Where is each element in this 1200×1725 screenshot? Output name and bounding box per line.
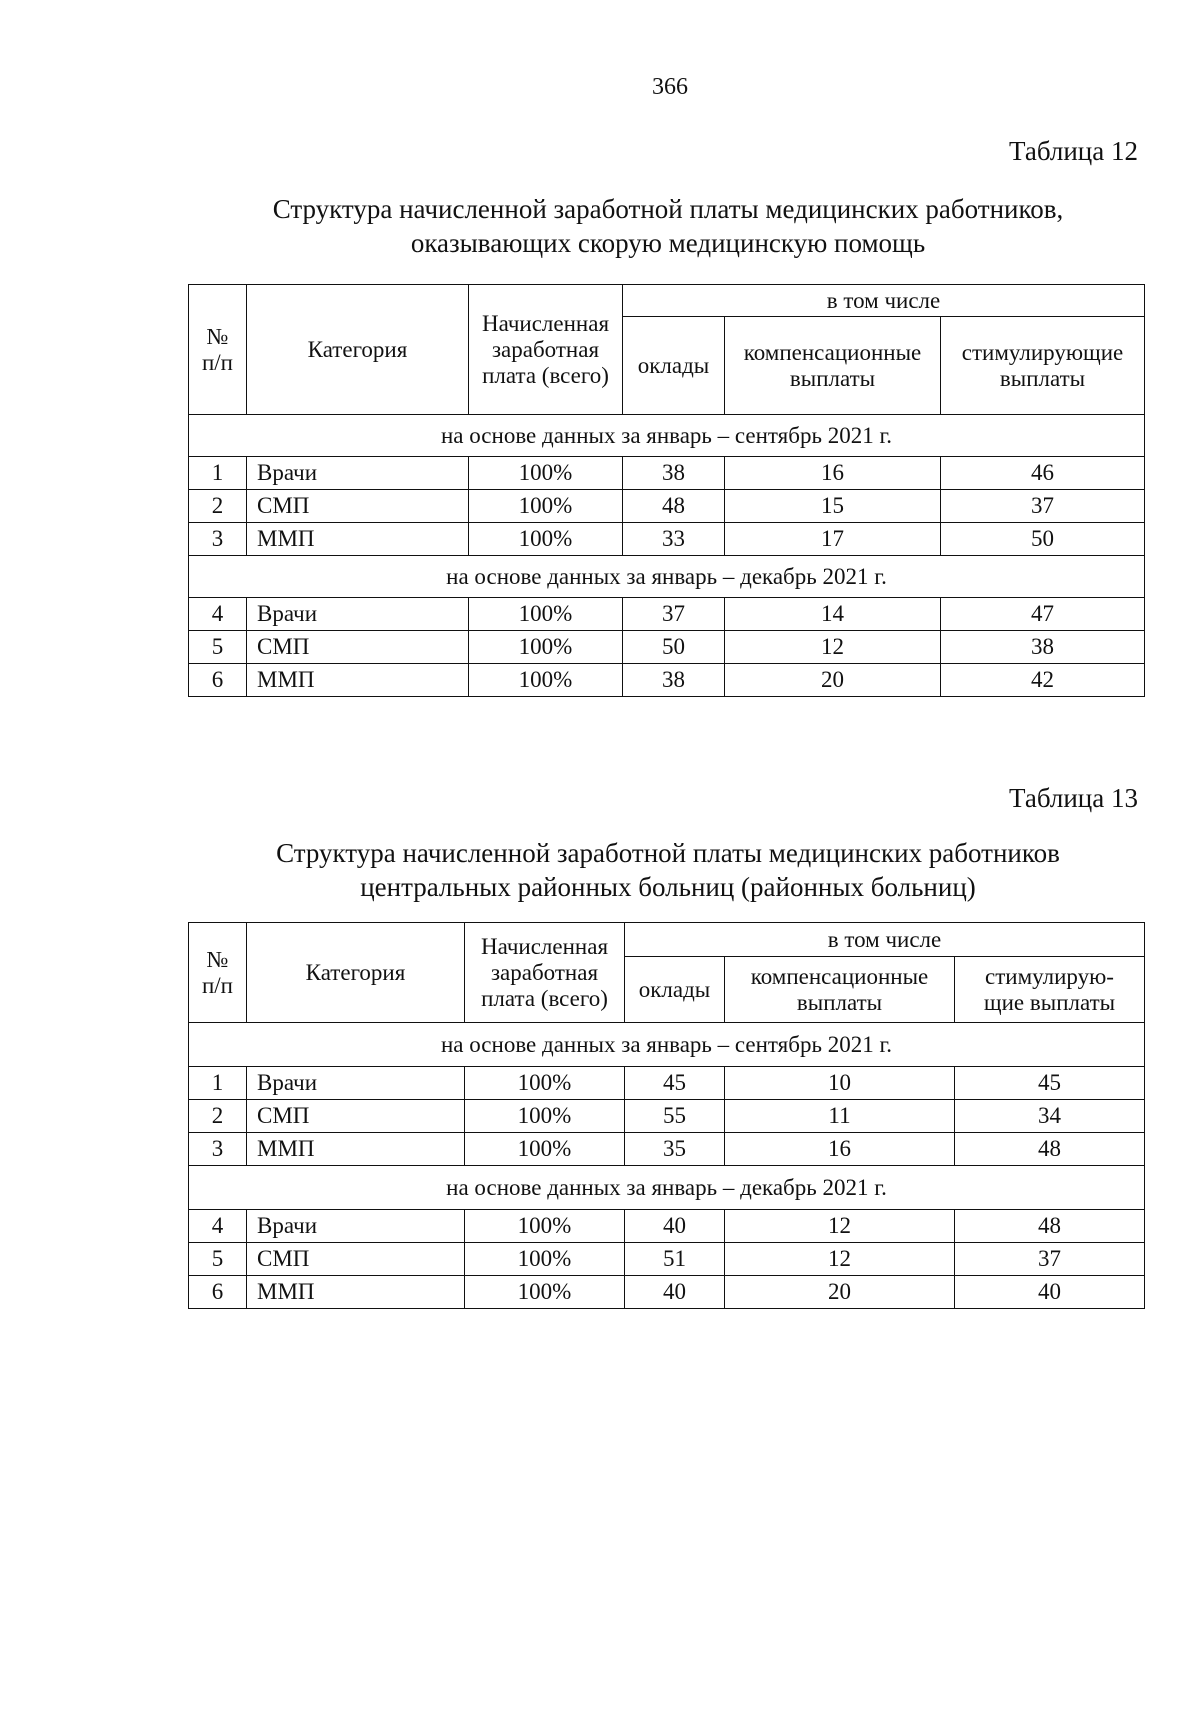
cell-category: Врачи xyxy=(247,1067,465,1100)
table-row xyxy=(189,1133,1145,1166)
cell-salaries: 35 xyxy=(625,1133,725,1166)
cell-num: 4 xyxy=(189,1210,247,1243)
page-number: 366 xyxy=(652,74,688,100)
table-row xyxy=(189,1276,1145,1309)
cell-salaries: 40 xyxy=(625,1276,725,1309)
header-total-line-3: плата (всего) xyxy=(482,362,609,388)
cell-incentive: 46 xyxy=(941,457,1145,490)
cell-salaries: 38 xyxy=(623,664,725,697)
cell-total: 100% xyxy=(465,1243,625,1276)
cell-num: 2 xyxy=(189,490,247,523)
cell-total: 100% xyxy=(469,631,623,664)
cell-num: 6 xyxy=(189,664,247,697)
header-compensation-line-1: компенсационные xyxy=(750,963,929,989)
cell-incentive: 38 xyxy=(941,631,1145,664)
cell-compensation: 15 xyxy=(725,490,941,523)
table-13-label: Таблица 13 xyxy=(1009,783,1138,813)
cell-num: 4 xyxy=(189,598,247,631)
cell-num: 3 xyxy=(189,523,247,556)
cell-compensation: 12 xyxy=(725,631,941,664)
cell-incentive: 45 xyxy=(955,1067,1145,1100)
cell-category: СМП xyxy=(247,1243,465,1276)
header-compensation-line-1: компенсационные xyxy=(743,339,922,365)
header-num xyxy=(189,285,247,415)
cell-category: ММП xyxy=(247,1133,465,1166)
header-salaries: оклады xyxy=(625,957,725,1023)
cell-total: 100% xyxy=(465,1133,625,1166)
header-incentive-line-2: выплаты xyxy=(999,365,1086,391)
cell-total: 100% xyxy=(469,664,623,697)
header-num-line-1: № xyxy=(206,323,229,349)
cell-num: 5 xyxy=(189,631,247,664)
header-num-line-1: № xyxy=(206,946,229,972)
section-label: на основе данных за январь – декабрь 2021 г. xyxy=(189,556,1145,598)
cell-incentive: 40 xyxy=(955,1276,1145,1309)
table-12-title-line-2: оказывающих скорую медицинскую помощь xyxy=(410,228,926,258)
header-incentive-line-2: щие выплаты xyxy=(983,989,1116,1015)
cell-total: 100% xyxy=(469,490,623,523)
cell-num: 6 xyxy=(189,1276,247,1309)
header-compensation xyxy=(725,317,941,415)
header-incentive-line-1: стимулирую- xyxy=(985,963,1114,989)
cell-compensation: 11 xyxy=(725,1100,955,1133)
cell-category: Врачи xyxy=(247,457,469,490)
header-total-line-1: Начисленная xyxy=(480,933,609,959)
cell-num: 1 xyxy=(189,457,247,490)
header-incentive xyxy=(941,317,1145,415)
header-num xyxy=(189,923,247,1023)
cell-incentive: 47 xyxy=(941,598,1145,631)
cell-incentive: 34 xyxy=(955,1100,1145,1133)
cell-compensation: 12 xyxy=(725,1210,955,1243)
cell-incentive: 37 xyxy=(941,490,1145,523)
table-row xyxy=(189,1210,1145,1243)
table-row xyxy=(189,1100,1145,1133)
header-including: в том числе xyxy=(623,285,1145,317)
cell-salaries: 37 xyxy=(623,598,725,631)
header-salaries: оклады xyxy=(623,317,725,415)
cell-incentive: 50 xyxy=(941,523,1145,556)
cell-compensation: 20 xyxy=(725,1276,955,1309)
cell-total: 100% xyxy=(469,523,623,556)
cell-compensation: 16 xyxy=(725,1133,955,1166)
cell-incentive: 37 xyxy=(955,1243,1145,1276)
section-label: на основе данных за январь – сентябрь 2021 г. xyxy=(189,415,1145,457)
table-13-title-line-2: центральных районных больниц (районных больниц) xyxy=(360,872,976,902)
cell-salaries: 40 xyxy=(625,1210,725,1243)
cell-compensation: 17 xyxy=(725,523,941,556)
cell-category: СМП xyxy=(247,631,469,664)
cell-incentive: 42 xyxy=(941,664,1145,697)
header-num-line-2: п/п xyxy=(201,349,233,375)
cell-salaries: 51 xyxy=(625,1243,725,1276)
cell-compensation: 10 xyxy=(725,1067,955,1100)
cell-category: ММП xyxy=(247,1276,465,1309)
cell-category: Врачи xyxy=(247,598,469,631)
table-row xyxy=(189,598,1145,631)
header-compensation-line-2: выплаты xyxy=(789,365,876,391)
header-total xyxy=(469,285,623,415)
header-incentive-line-1: стимулирующие xyxy=(961,339,1124,365)
cell-salaries: 50 xyxy=(623,631,725,664)
header-including: в том числе xyxy=(625,923,1145,957)
header-compensation xyxy=(725,957,955,1023)
table-13-title xyxy=(188,836,1148,904)
cell-category: СМП xyxy=(247,1100,465,1133)
cell-total: 100% xyxy=(465,1100,625,1133)
table-12 xyxy=(188,284,1145,697)
table-row xyxy=(189,523,1145,556)
cell-total: 100% xyxy=(465,1276,625,1309)
header-total xyxy=(465,923,625,1023)
header-category: Категория xyxy=(247,923,465,1023)
cell-compensation: 16 xyxy=(725,457,941,490)
cell-incentive: 48 xyxy=(955,1133,1145,1166)
table-row xyxy=(189,1243,1145,1276)
cell-total: 100% xyxy=(469,457,623,490)
table-row xyxy=(189,457,1145,490)
cell-incentive: 48 xyxy=(955,1210,1145,1243)
cell-salaries: 33 xyxy=(623,523,725,556)
table-row xyxy=(189,490,1145,523)
table-12-label: Таблица 12 xyxy=(1009,136,1138,166)
cell-category: Врачи xyxy=(247,1210,465,1243)
header-num-line-2: п/п xyxy=(201,972,233,998)
header-total-line-3: плата (всего) xyxy=(481,985,608,1011)
cell-total: 100% xyxy=(469,598,623,631)
cell-category: ММП xyxy=(247,523,469,556)
cell-total: 100% xyxy=(465,1067,625,1100)
cell-salaries: 48 xyxy=(623,490,725,523)
cell-num: 2 xyxy=(189,1100,247,1133)
header-total-line-1: Начисленная xyxy=(481,310,610,336)
header-incentive xyxy=(955,957,1145,1023)
table-row xyxy=(189,664,1145,697)
section-label: на основе данных за январь – сентябрь 2021 г. xyxy=(189,1023,1145,1067)
table-12-title xyxy=(188,192,1148,260)
header-total-line-2: заработная xyxy=(490,959,599,985)
cell-compensation: 20 xyxy=(725,664,941,697)
header-compensation-line-2: выплаты xyxy=(796,989,883,1015)
cell-total: 100% xyxy=(465,1210,625,1243)
cell-salaries: 38 xyxy=(623,457,725,490)
cell-num: 1 xyxy=(189,1067,247,1100)
cell-num: 5 xyxy=(189,1243,247,1276)
table-13-title-line-1: Структура начисленной заработной платы медицинских работников xyxy=(276,838,1060,868)
cell-category: СМП xyxy=(247,490,469,523)
cell-salaries: 55 xyxy=(625,1100,725,1133)
header-category: Категория xyxy=(247,285,469,415)
table-13 xyxy=(188,922,1145,1309)
table-row xyxy=(189,1067,1145,1100)
header-total-line-2: заработная xyxy=(491,336,600,362)
cell-compensation: 12 xyxy=(725,1243,955,1276)
cell-compensation: 14 xyxy=(725,598,941,631)
table-12-title-line-1: Структура начисленной заработной платы медицинских работников, xyxy=(272,194,1064,224)
cell-num: 3 xyxy=(189,1133,247,1166)
table-row xyxy=(189,631,1145,664)
section-label: на основе данных за январь – декабрь 2021 г. xyxy=(189,1166,1145,1210)
cell-category: ММП xyxy=(247,664,469,697)
cell-salaries: 45 xyxy=(625,1067,725,1100)
